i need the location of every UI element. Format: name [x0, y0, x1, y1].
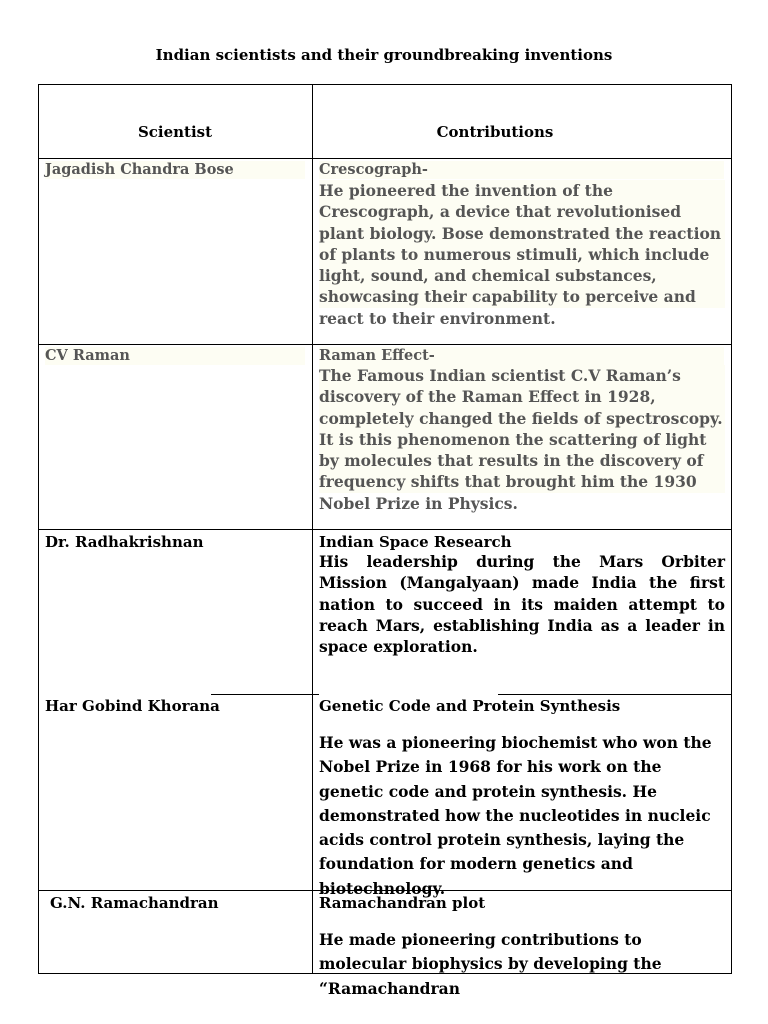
document-title: Indian scientists and their groundbreaking inventions — [155, 46, 613, 64]
invention-name: Genetic Code and Protein Synthesis — [319, 697, 621, 715]
row-divider — [38, 529, 732, 530]
invention-name: Indian Space Research — [319, 533, 512, 551]
contribution-description: His leadership during the Mars Orbiter Mission (Mangalyaan) made India the first nation to succeed in its maiden attempt to reach Mars, establishing India as a leader in space exploration. — [319, 552, 725, 657]
invention-name: Raman Effect- — [319, 347, 724, 365]
contribution-description: He pioneered the invention of the Crescograph, a device that revolutionised plant biology. Bose demonstrated the reaction of plants to numerous stimuli, which include light, sound, and chemical substances, showcasing their capability to perceive and react to their environment. — [319, 180, 725, 308]
scientist-name: Dr. Radhakrishnan — [45, 533, 204, 551]
contribution-description: He made pioneering contributions to molecular biophysics by developing the “Ramachandran — [319, 930, 662, 998]
header-scientist: Scientist — [137, 123, 213, 141]
invention-name: Ramachandran plot — [319, 894, 486, 912]
scientist-name: Har Gobind Khorana — [45, 697, 220, 715]
contribution-description: The Famous Indian scientist C.V Raman’s discovery of the Raman Effect in 1928, completely changed the fields of spectroscopy. It is this phenomenon the scattering of light by molecules that results in the discovery of frequency shifts that brought him the 1930 Nobel Prize in Physics. — [319, 365, 725, 493]
contribution-description: He was a pioneering biochemist who won the Nobel Prize in 1968 for his work on the genetic code and protein synthesis. He demonstrated how the nucleotides in nucleic acids control protein synthesis, laying the foundation for modern genetics and biotechnology. — [319, 733, 712, 898]
row-divider — [38, 158, 732, 159]
scientist-name: G.N. Ramachandran — [50, 894, 219, 912]
row-divider — [498, 694, 732, 695]
scientist-name: Jagadish Chandra Bose — [45, 161, 305, 179]
header-contributions: Contributions — [436, 123, 554, 141]
row-divider — [211, 694, 319, 695]
row-divider — [38, 344, 732, 345]
invention-name: Crescograph- — [319, 161, 724, 179]
scientist-name: CV Raman — [45, 347, 305, 365]
